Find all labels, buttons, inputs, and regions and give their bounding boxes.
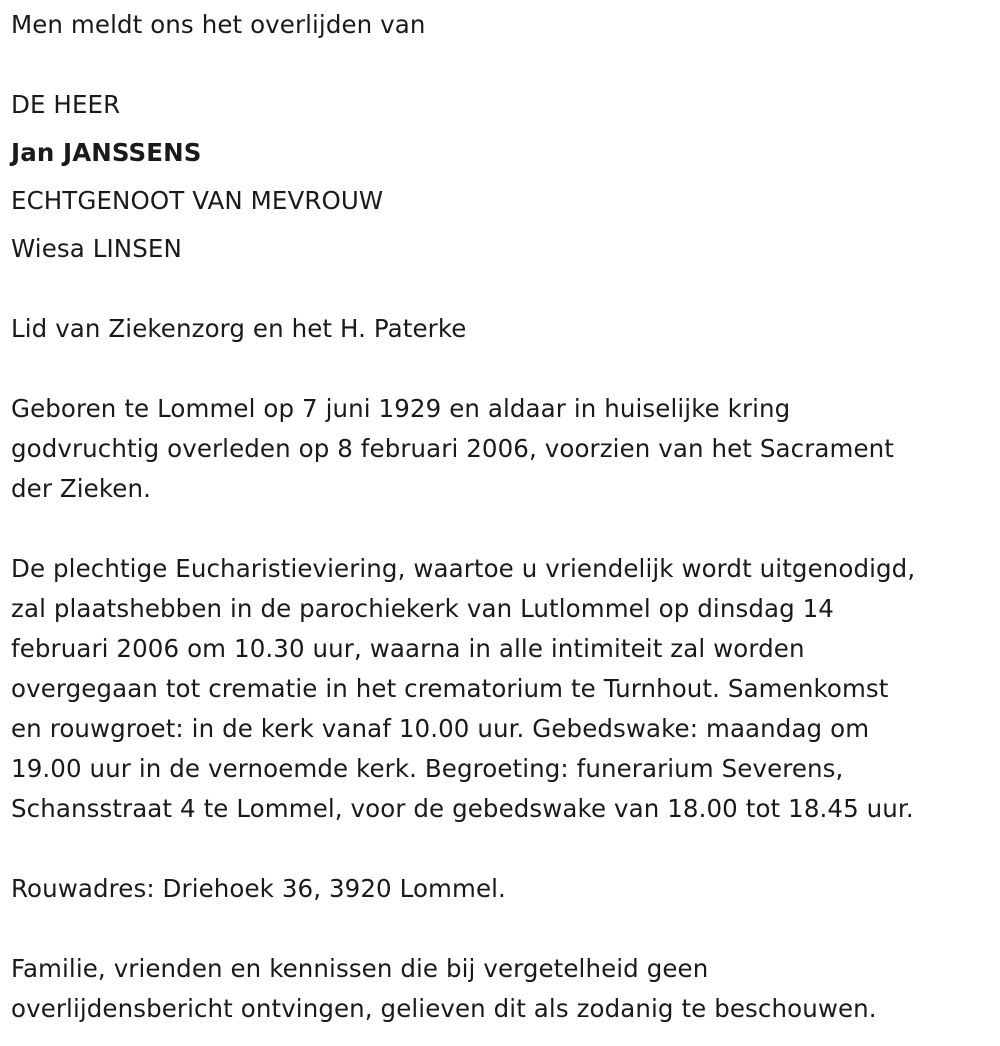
title-prefix: DE HEER [11, 90, 121, 119]
closing-line: overlijdensbericht ontvingen, gelieven dit als zodanig te beschouwen. [11, 994, 877, 1023]
ceremony-line: 19.00 uur in de vernoemde kerk. Begroeting: funerarium Severens, [11, 754, 844, 783]
ceremony-line: zal plaatshebben in de parochiekerk van Lutlommel op dinsdag 14 [11, 594, 834, 623]
ceremony-line: De plechtige Eucharistieviering, waartoe u vriendelijk wordt uitgenodigd, [11, 554, 916, 583]
birth-death-line: godvruchtig overleden op 8 februari 2006, voorzien van het Sacrament [11, 434, 894, 463]
spouse-name: Wiesa LINSEN [11, 234, 182, 263]
spouse-prefix: ECHTGENOOT VAN MEVROUW [11, 186, 384, 215]
closing-line: Familie, vrienden en kennissen die bij vergetelheid geen [11, 954, 709, 983]
deceased-name: Jan JANSSENS [11, 138, 202, 167]
birth-death-line: Geboren te Lommel op 7 juni 1929 en aldaar in huiselijke kring [11, 394, 791, 423]
address-line: Rouwadres: Driehoek 36, 3920 Lommel. [11, 874, 506, 903]
birth-death-line: der Zieken. [11, 474, 151, 503]
intro-line: Men meldt ons het overlijden van [11, 10, 426, 39]
ceremony-line: overgegaan tot crematie in het crematorium te Turnhout. Samenkomst [11, 674, 889, 703]
membership-line: Lid van Ziekenzorg en het H. Paterke [11, 314, 467, 343]
ceremony-line: februari 2006 om 10.30 uur, waarna in alle intimiteit zal worden [11, 634, 805, 663]
ceremony-line: en rouwgroet: in de kerk vanaf 10.00 uur. Gebedswake: maandag om [11, 714, 870, 743]
ceremony-line: Schansstraat 4 te Lommel, voor de gebedswake van 18.00 tot 18.45 uur. [11, 794, 914, 823]
